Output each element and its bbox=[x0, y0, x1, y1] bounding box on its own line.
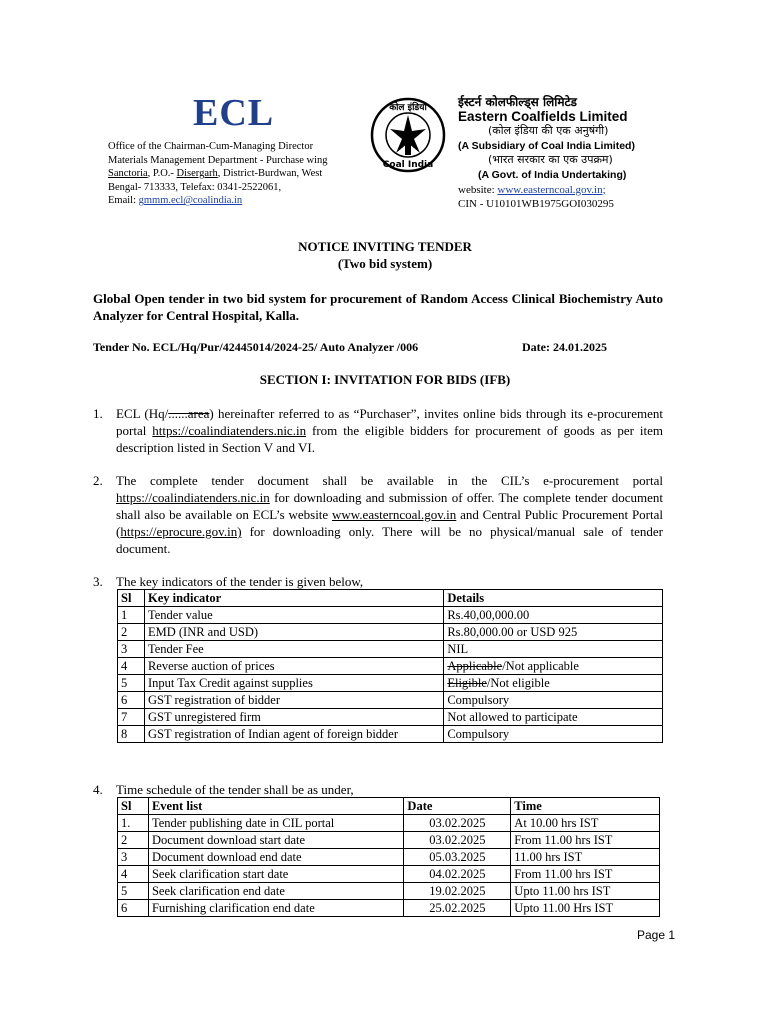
key-details: Not allowed to participate bbox=[444, 709, 663, 726]
table-row bbox=[118, 607, 663, 624]
schedule-header-event: Event list bbox=[148, 798, 403, 815]
key-details-struck: Eligible bbox=[447, 676, 487, 690]
key-indicator: Reverse auction of prices bbox=[144, 658, 443, 675]
paragraph-3-text: The key indicators of the tender is given below, bbox=[116, 574, 364, 589]
para2-part-b: for downloading and submission of offer. The complete tender document shall also be available on ECL’s website bbox=[116, 490, 663, 522]
schedule-event: Tender publishing date in CIL portal bbox=[148, 815, 403, 832]
govt-line: (A Govt. of India Undertaking) bbox=[478, 168, 627, 181]
table-row bbox=[118, 641, 663, 658]
schedule-time: Upto 11.00 hrs IST bbox=[511, 883, 660, 900]
address-line-4: Bengal- 713333, Telefax: 0341-2522061, bbox=[108, 181, 282, 193]
para1-part-c: from the eligible bidders for procurement of goods as per item description listed in Section V and VI. bbox=[116, 423, 664, 455]
table-row bbox=[118, 883, 660, 900]
tender-number: Tender No. ECL/Hq/Pur/42445014/2024-25/ Auto Analyzer /006 bbox=[93, 340, 419, 354]
key-table-header bbox=[118, 590, 663, 607]
coal-india-seal-icon bbox=[368, 95, 448, 183]
key-indicator: GST unregistered firm bbox=[144, 709, 443, 726]
office-address bbox=[108, 140, 368, 208]
key-indicator: Input Tax Credit against supplies bbox=[144, 675, 443, 692]
key-sl: 1 bbox=[118, 607, 145, 624]
schedule-date: 04.02.2025 bbox=[404, 866, 511, 883]
address-sanctoria: Sanctoria bbox=[108, 168, 148, 180]
subsidiary-hindi: (कोल इंडिया की एक अनुषंगी) bbox=[488, 124, 609, 138]
para2-part-a: The complete tender document shall be available in the CIL’s e-procurement portal bbox=[116, 473, 663, 488]
coalindiatenders-link[interactable]: https://coalindiatenders.nic.in bbox=[152, 423, 307, 438]
company-name-hindi: ईस्टर्न कोलफील्ड्स लिमिटेड bbox=[458, 95, 577, 109]
table-row bbox=[118, 709, 663, 726]
key-details: Compulsory bbox=[444, 726, 663, 743]
website-line bbox=[458, 183, 668, 198]
para2-part-c: and Central Public Procurement Portal ( bbox=[116, 507, 664, 539]
email-label: Email: bbox=[108, 195, 139, 207]
tender-subject: Global Open tender in two bid system for procurement of Random Access Clinical Biochemistry Auto Analyzer for Central Hospital, Kalla. bbox=[93, 291, 663, 323]
email-line bbox=[108, 194, 368, 208]
schedule-date: 25.02.2025 bbox=[404, 900, 511, 917]
table-row bbox=[118, 815, 660, 832]
notice-subtitle: (Two bid system) bbox=[337, 256, 433, 271]
paragraph-2-text bbox=[116, 472, 663, 557]
schedule-sl: 6 bbox=[118, 900, 149, 917]
key-details-struck: Applicable bbox=[447, 659, 503, 673]
office-line-2: Materials Management Department - Purchase wing bbox=[108, 154, 328, 166]
key-indicator: GST registration of bidder bbox=[144, 692, 443, 709]
paragraph-2 bbox=[93, 472, 663, 557]
schedule-sl: 1. bbox=[118, 815, 149, 832]
schedule-header-sl: Sl bbox=[118, 798, 149, 815]
key-sl: 2 bbox=[118, 624, 145, 641]
schedule-sl: 2 bbox=[118, 832, 149, 849]
schedule-header-time: Time bbox=[511, 798, 660, 815]
seal-bottom-text: Coal India bbox=[382, 160, 434, 170]
paragraph-4-number: 4. bbox=[93, 782, 103, 797]
schedule-date: 03.02.2025 bbox=[404, 815, 511, 832]
key-indicator: Tender Fee bbox=[144, 641, 443, 658]
paragraph-4-text: Time schedule of the tender shall be as under, bbox=[116, 782, 354, 797]
table-row bbox=[118, 849, 660, 866]
schedule-date: 03.02.2025 bbox=[404, 832, 511, 849]
key-sl: 3 bbox=[118, 641, 145, 658]
table-row bbox=[118, 726, 663, 743]
key-indicator: GST registration of Indian agent of foreign bidder bbox=[144, 726, 443, 743]
time-schedule-table bbox=[117, 797, 660, 917]
schedule-time: Upto 11.00 Hrs IST bbox=[511, 900, 660, 917]
paragraph-1-text bbox=[116, 405, 663, 456]
table-row bbox=[118, 675, 663, 692]
key-indicator: Tender value bbox=[144, 607, 443, 624]
tender-date: Date: 24.01.2025 bbox=[522, 340, 607, 354]
address-po: , P.O.- bbox=[147, 168, 177, 180]
schedule-time: From 11.00 hrs IST bbox=[511, 866, 660, 883]
key-sl: 8 bbox=[118, 726, 145, 743]
table-row bbox=[118, 624, 663, 641]
eprocure-link[interactable]: https://eprocure.gov.in) bbox=[120, 524, 242, 539]
table-row bbox=[118, 900, 660, 917]
website-link[interactable]: www.easterncoal.gov.in; bbox=[497, 183, 606, 196]
key-details: Rs.80,000.00 or USD 925 bbox=[444, 624, 663, 641]
para1-part-a: ECL (Hq/ bbox=[116, 406, 169, 421]
schedule-time: 11.00 hrs IST bbox=[511, 849, 660, 866]
key-details bbox=[444, 675, 663, 692]
paragraph-1 bbox=[93, 405, 663, 456]
schedule-event: Document download end date bbox=[148, 849, 403, 866]
schedule-sl: 4 bbox=[118, 866, 149, 883]
section-heading: SECTION I: INVITATION FOR BIDS (IFB) bbox=[259, 372, 511, 387]
schedule-header-date: Date bbox=[404, 798, 511, 815]
paragraph-3 bbox=[93, 573, 663, 590]
easterncoal-link[interactable]: www.easterncoal.gov.in bbox=[331, 507, 457, 522]
schedule-sl: 5 bbox=[118, 883, 149, 900]
key-header-sl: Sl bbox=[118, 590, 145, 607]
website-label: website: bbox=[458, 183, 498, 196]
key-sl: 4 bbox=[118, 658, 145, 675]
table-row bbox=[118, 692, 663, 709]
paragraph-4 bbox=[93, 781, 663, 798]
ecl-logo-text: ECL bbox=[193, 92, 275, 134]
key-details-value: /Not applicable bbox=[502, 659, 579, 673]
para1-part-b: ) hereinafter referred to as “Purchaser”, invites online bids through its e-procurement portal bbox=[116, 406, 663, 438]
company-header bbox=[458, 95, 668, 212]
key-sl: 5 bbox=[118, 675, 145, 692]
schedule-event: Seek clarification end date bbox=[148, 883, 403, 900]
coalindiatenders-link-2[interactable]: https://coalindiatenders.nic.in bbox=[116, 490, 270, 505]
table-row bbox=[118, 832, 660, 849]
schedule-time: From 11.00 hrs IST bbox=[511, 832, 660, 849]
table-row bbox=[118, 658, 663, 675]
address-line-3 bbox=[108, 167, 368, 181]
key-details: Rs.40,00,000.00 bbox=[444, 607, 663, 624]
paragraph-3-number: 3. bbox=[93, 574, 103, 589]
notice-title: NOTICE INVITING TENDER bbox=[298, 239, 472, 254]
key-indicator: EMD (INR and USD) bbox=[144, 624, 443, 641]
key-sl: 7 bbox=[118, 709, 145, 726]
table-row bbox=[118, 866, 660, 883]
subsidiary-line: (A Subsidiary of Coal India Limited) bbox=[458, 139, 635, 152]
schedule-time: At 10.00 hrs IST bbox=[511, 815, 660, 832]
key-indicator-table bbox=[117, 589, 663, 743]
key-details-value: /Not eligible bbox=[486, 676, 550, 690]
schedule-event: Seek clarification start date bbox=[148, 866, 403, 883]
office-line-1: Office of the Chairman-Cum-Managing Director bbox=[108, 141, 314, 152]
key-sl: 6 bbox=[118, 692, 145, 709]
govt-hindi: (भारत सरकार का एक उपक्रम) bbox=[488, 153, 613, 167]
schedule-event: Furnishing clarification end date bbox=[148, 900, 403, 917]
schedule-event: Document download start date bbox=[148, 832, 403, 849]
schedule-table-header bbox=[118, 798, 660, 815]
email-link[interactable]: gmmm.ecl@coalindia.in bbox=[138, 195, 243, 207]
ecl-logo bbox=[193, 93, 274, 133]
key-header-indicator: Key indicator bbox=[144, 590, 443, 607]
page-number: Page 1 bbox=[637, 928, 676, 942]
key-details bbox=[444, 658, 663, 675]
schedule-date: 19.02.2025 bbox=[404, 883, 511, 900]
address-district: , District-Burdwan, West bbox=[217, 168, 323, 180]
schedule-sl: 3 bbox=[118, 849, 149, 866]
address-disergarh: Disergarh bbox=[176, 168, 218, 180]
key-details: Compulsory bbox=[444, 692, 663, 709]
para2-part-d: for downloading only. There will be no physical/manual sale of tender document. bbox=[116, 524, 663, 556]
paragraph-1-number: 1. bbox=[93, 406, 103, 421]
para1-struck: ......area bbox=[168, 406, 210, 421]
key-details: NIL bbox=[444, 641, 663, 658]
seal-top-text: कोल इंडिया bbox=[389, 103, 427, 113]
key-header-details: Details bbox=[444, 590, 663, 607]
schedule-date: 05.03.2025 bbox=[404, 849, 511, 866]
paragraph-2-number: 2. bbox=[93, 473, 103, 488]
cin-line: CIN - U10101WB1975GOI030295 bbox=[458, 198, 614, 211]
company-name: Eastern Coalfields Limited bbox=[458, 108, 628, 124]
